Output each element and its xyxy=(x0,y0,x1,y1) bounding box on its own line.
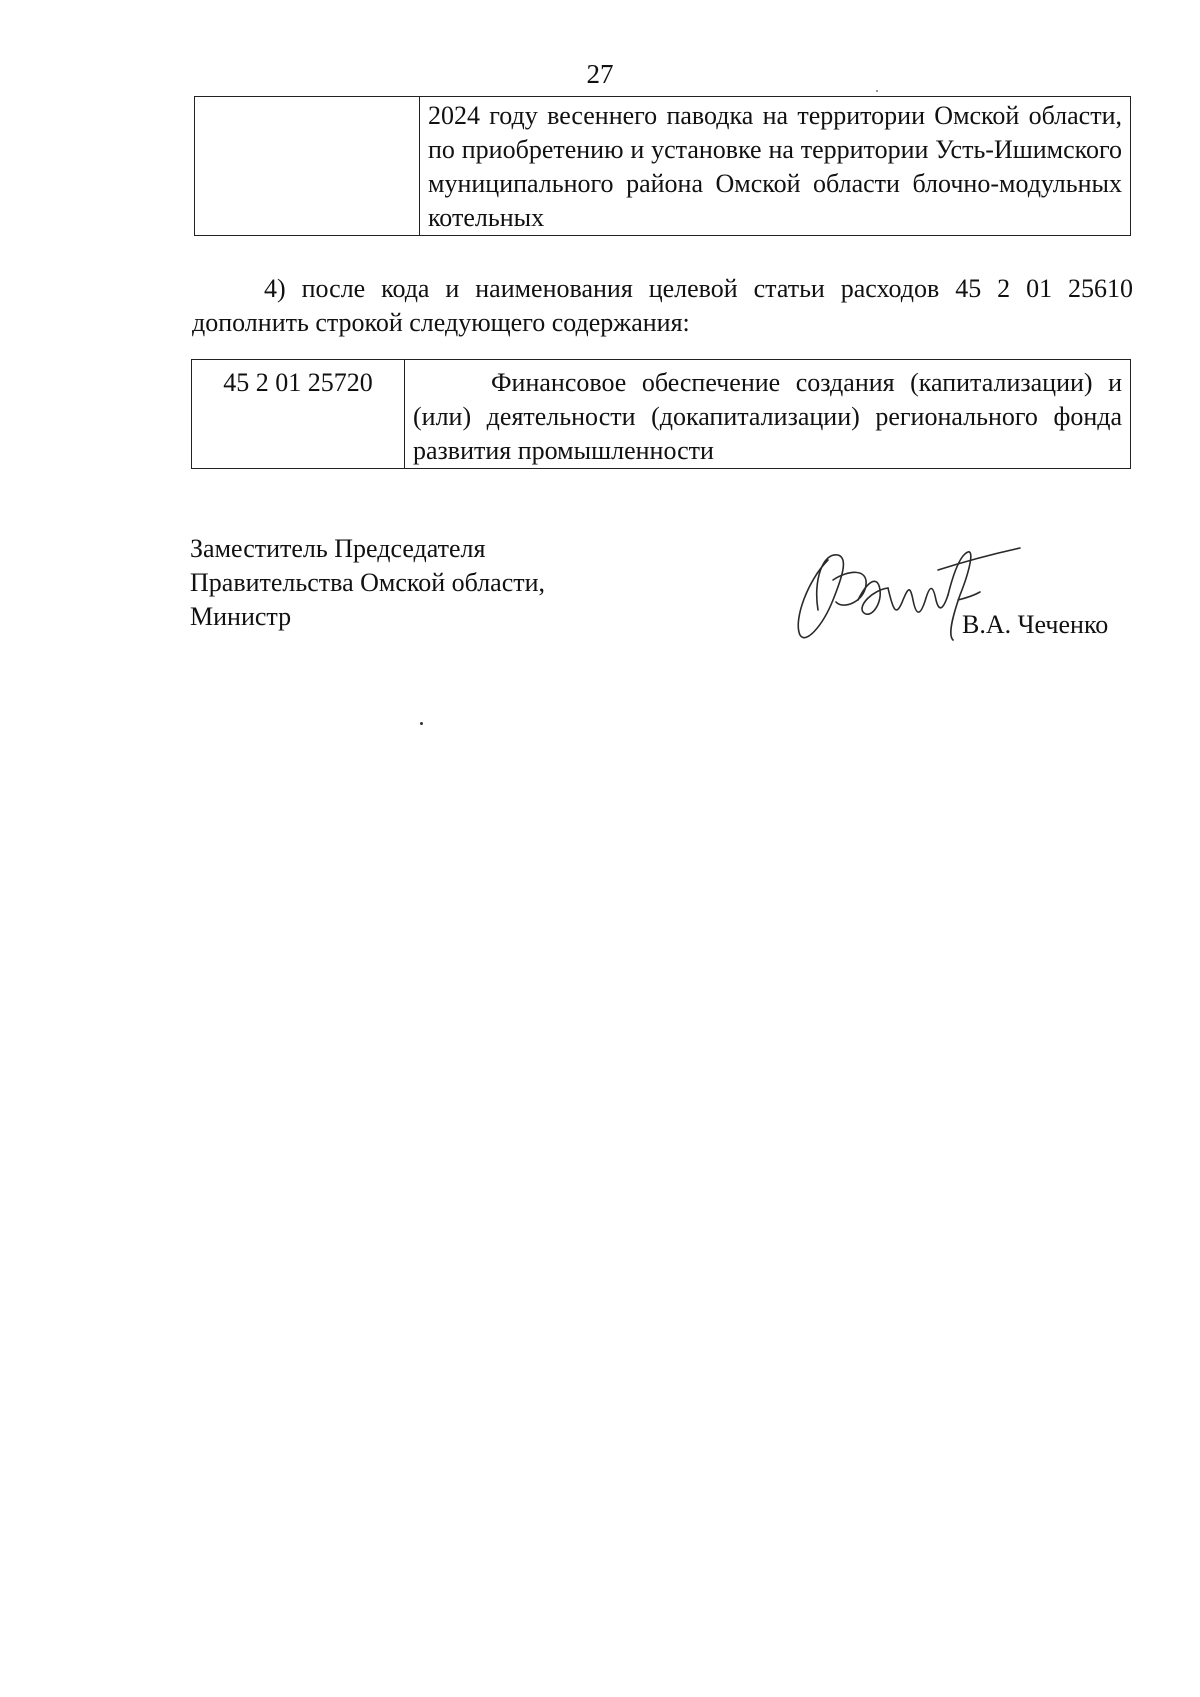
amendment-paragraph: 4) после кода и наименования целевой статьи расходов 45 2 01 25610 дополнить строкой следующего содержания: xyxy=(192,274,1133,337)
scan-speck xyxy=(420,722,423,725)
table-row xyxy=(192,360,1131,469)
signer-position-line-3: Министр xyxy=(190,602,292,631)
page-number: 27 xyxy=(586,59,614,89)
code-cell xyxy=(195,97,420,236)
signer-position xyxy=(190,532,545,634)
description-cell: 2024 году весеннего паводка на территории Омской области, по приобретению и установке на территории Усть-Ишимского муниципального района Омской области блочно-модульных котельных xyxy=(420,97,1131,236)
expense-code-cell: 45 2 01 25720 xyxy=(192,360,405,469)
table-row xyxy=(195,97,1131,236)
signer-position-line-2: Правительства Омской области, xyxy=(190,568,546,597)
expense-description-cell xyxy=(405,360,1131,469)
signer-position-line-1: Заместитель Председателя xyxy=(190,534,486,563)
new-row-table xyxy=(191,359,1131,469)
continuation-table xyxy=(194,96,1131,236)
scan-speck xyxy=(876,90,878,92)
expense-description-text: Финансовое обеспечение создания (капитализации) и (или) деятельности (докапитализации) регионального фонда развития промышленности xyxy=(413,368,1122,465)
signer-name: В.А. Чеченко xyxy=(962,610,1109,639)
